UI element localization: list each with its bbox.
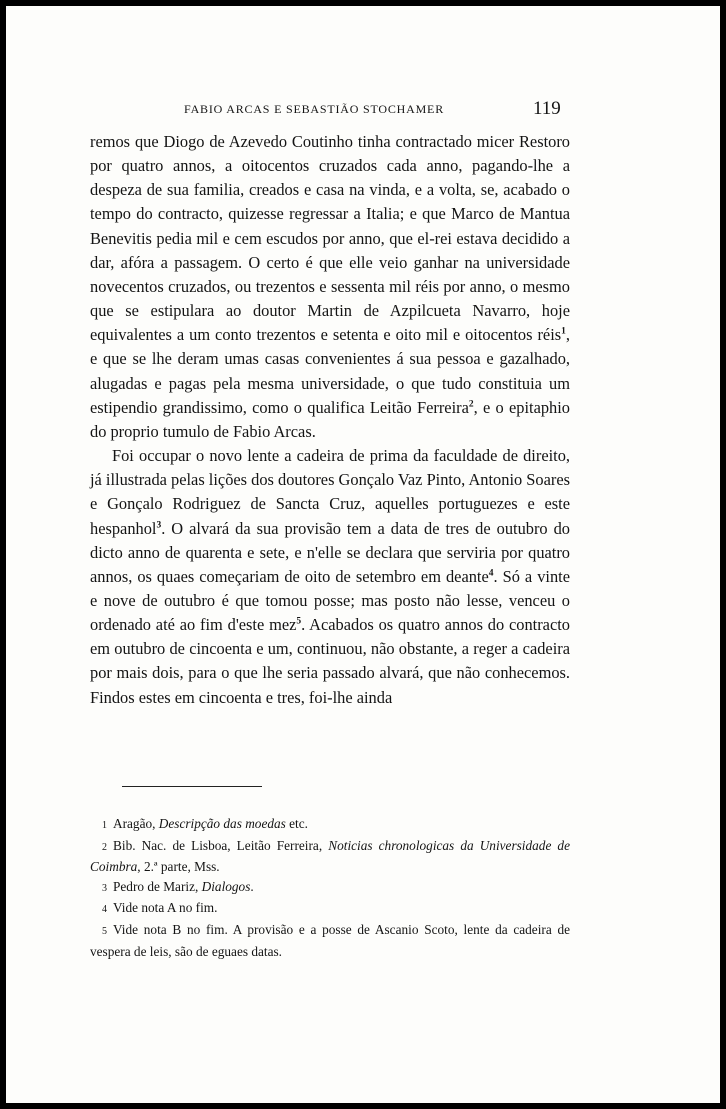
paragraph-2-text-b: . O alvará da sua provisão tem a data de tres de outubro do dicto anno de quarenta e sete, e n'elle se declara que serviria por quatro annos, os quaes começariam de oito de setembro em deante bbox=[90, 518, 570, 586]
footnote-number: 4 bbox=[102, 904, 107, 916]
footnote bbox=[90, 814, 570, 836]
footnote-number: 3 bbox=[102, 882, 107, 894]
footnote-text-end: . bbox=[250, 878, 254, 894]
footnotes bbox=[90, 814, 570, 961]
paragraph-2 bbox=[90, 444, 570, 710]
paragraph-1-text-c: , e o epitaphio do proprio tumulo de Fabio Arcas. bbox=[90, 397, 570, 441]
footnote bbox=[90, 898, 570, 920]
footnote-number: 2 bbox=[102, 841, 107, 853]
footnote-ref-1: 1 bbox=[561, 326, 566, 337]
page-header bbox=[6, 98, 720, 126]
footnote-text: Pedro de Mariz, bbox=[113, 878, 202, 894]
paragraph-1-text-b: , e que se lhe deram umas casas convenientes á sua pessoa e gazalhado, alugadas e pagas pela mesma universidade, o que tudo constituia um estipendio grandissimo, como o qualifica Leitão Ferreira bbox=[90, 325, 570, 417]
footnote-text: Vide nota B no fim. A provisão e a posse de Ascanio Scoto, lente da cadeira de vespera de leis, são de eguaes datas. bbox=[90, 921, 570, 959]
page-number: 119 bbox=[533, 98, 561, 119]
footnote bbox=[90, 836, 570, 877]
running-title: FABIO ARCAS E SEBASTIÃO STOCHAMER bbox=[184, 102, 444, 116]
footnote-text: Aragão, bbox=[113, 816, 159, 831]
footnote-ref-3: 3 bbox=[156, 520, 162, 531]
footnote-divider bbox=[122, 786, 262, 787]
footnote bbox=[90, 920, 570, 961]
footnote-number: 1 bbox=[102, 820, 107, 831]
footnote-title: Noticias chronologicas da Universidade de Coimbra bbox=[90, 837, 570, 875]
paragraph-1 bbox=[90, 130, 570, 444]
book-page bbox=[6, 6, 720, 1103]
footnote-ref-4: 4 bbox=[488, 568, 494, 579]
paragraph-2-text-c: . Só a vinte e nove de outubro é que tomou posse; mas posto não lesse, venceu o ordenado até ao fim d'este mez bbox=[90, 566, 570, 635]
body-text bbox=[90, 130, 570, 710]
footnote-text-end: , 2.ª parte, Mss. bbox=[137, 859, 220, 875]
paragraph-1-text-a: remos que Diogo de Azevedo Coutinho tinha contractado micer Restoro por quatro annos, a oitocentos cruzados cada anno, pagando-lhe a despeza de sua familia, creados e casa na vinda, e a volta, se, acabado o tempo do contracto, quizesse regressar a Italia; e que Marco de Mantua Benevitis pedia mil e cem escudos por anno, que el-rei estava decidido a dar, afóra a passagem. O certo é que elle veio ganhar na universidade novecentos cruzados, ou trezentos e sessenta mil réis por anno, o mesmo que se estipulara ao doutor Martin de Azpilcueta Navarro, hoje equivalentes a um conto trezentos e setenta e oito mil e oitocentos réis bbox=[90, 132, 570, 345]
footnote-title: Descripção das moedas bbox=[158, 816, 286, 831]
footnote-text: Vide nota A no fim. bbox=[113, 900, 218, 916]
footnote-number: 5 bbox=[102, 925, 107, 937]
footnote-text-end: etc. bbox=[285, 816, 308, 831]
footnote-ref-2: 2 bbox=[468, 399, 474, 410]
footnote-text: Bib. Nac. de Lisboa, Leitão Ferreira, bbox=[113, 837, 329, 853]
footnote-title: Dialogos bbox=[201, 878, 251, 894]
footnote bbox=[90, 877, 570, 899]
paragraph-2-text-a: Foi occupar o novo lente a cadeira de prima da faculdade de direito, já illustrada pelas lições dos doutores Gonçalo Vaz Pinto, Antonio Soares e Gonçalo Rodriguez de Sancta Cruz, aquelles portuguezes e este hespanhol bbox=[90, 446, 570, 538]
footnote-ref-5: 5 bbox=[296, 616, 302, 627]
paragraph-2-text-d: . Acabados os quatro annos do contracto em outubro de cincoenta e um, continuou, não obstante, a reger a cadeira por mais dois, para o que lhe seria passado alvará, que não conhecemos. Findos estes em cincoenta e tres, foi-lhe ainda bbox=[90, 615, 570, 707]
